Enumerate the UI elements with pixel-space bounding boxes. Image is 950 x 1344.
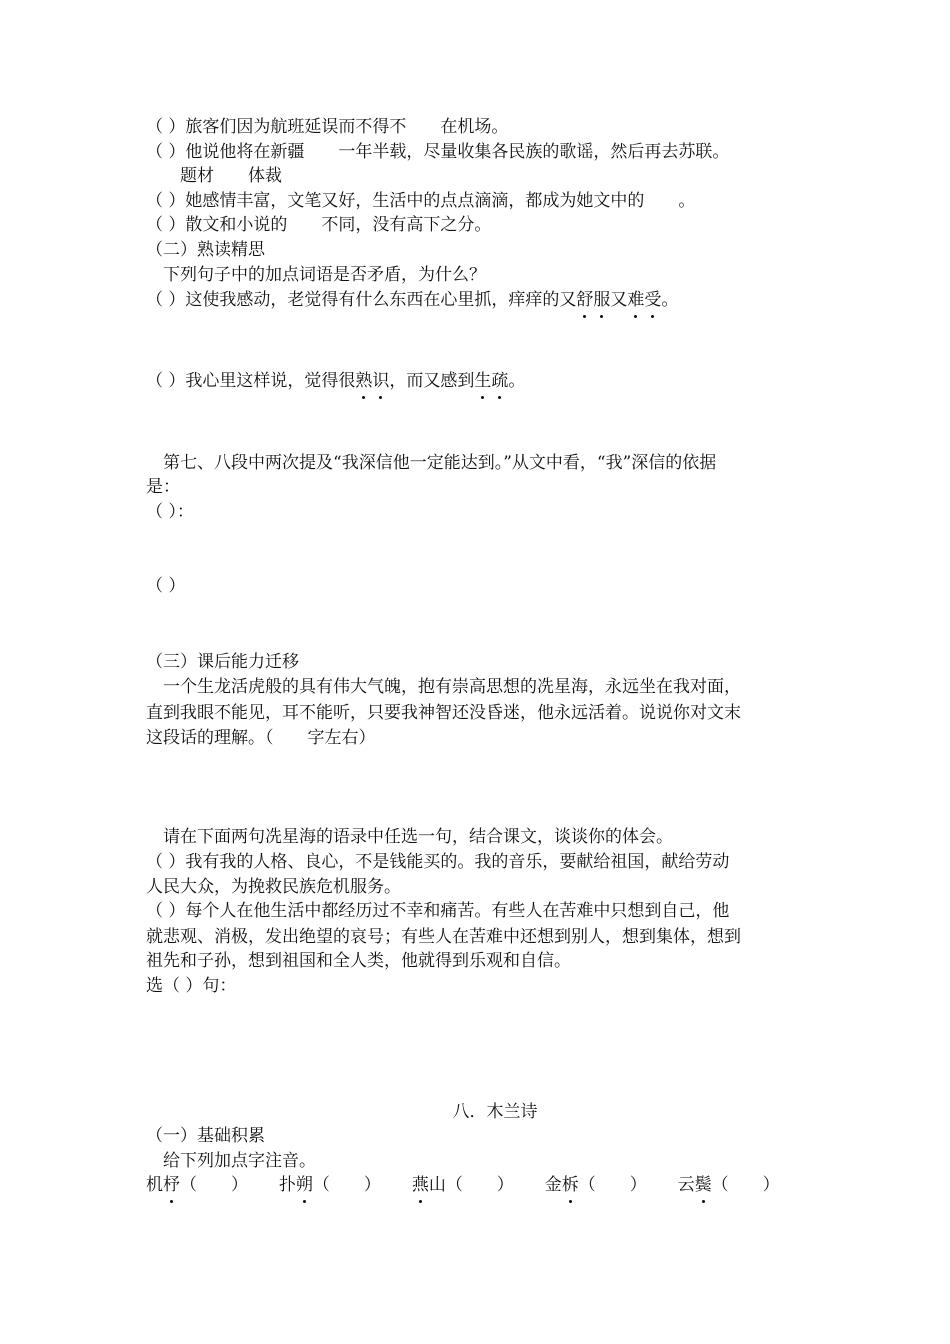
dotted-char: 熟 [355,371,373,391]
text-span: 。 [661,290,679,310]
word-choice-line: 题材 体裁 [146,166,282,186]
section-heading: （三）课后能力迁移 [146,652,299,672]
answer-blank: （ ） [711,1175,780,1195]
question-line [146,289,678,311]
dotted-char: 服 [593,290,611,310]
dotted-char: 生 [474,371,492,391]
dotted-char: 识 [372,371,390,391]
dotted-char: 燕 [411,1175,429,1195]
answer-blank: （ ） [180,1175,274,1195]
pinyin-exercise-line [146,1174,780,1196]
dotted-char: 受 [644,290,662,310]
quote-line: （ ）每个人在他生活中都经历过不幸和痛苦。有些人在苦难中只想到自己，他 [146,901,730,921]
dotted-char: 难 [627,290,645,310]
answer-line: （ ）： [146,502,194,522]
text-span: 又 [610,290,628,310]
answer-line: 选（ ）句： [146,976,237,996]
answer-blank: （ ） [312,1175,407,1195]
question-line: 是： [146,477,180,497]
lesson-title: 八．木兰诗 [452,1102,538,1122]
text-span: 扑 [278,1175,296,1195]
quote-line: 就悲观、消极，发出绝望的哀号；有些人在苦难中还想到别人，想到集体，想到 [146,927,741,947]
section-heading: （一）基础积累 [146,1126,265,1146]
dotted-char: 鬓 [694,1175,712,1195]
question-line: （ ）散文和小说的 不同，没有高下之分。 [146,215,492,235]
section-heading: （二）熟读精思 [146,240,265,260]
question-line [146,370,525,392]
dotted-char: 柝 [561,1175,579,1195]
text-span: 。 [508,371,526,391]
instruction-line: 给下列加点字注音。 [146,1151,316,1171]
dotted-char: 疏 [491,371,509,391]
answer-blank: （ ） [445,1175,540,1195]
question-line: （ ）他说他将在新疆 一年半载，尽量收集各民族的歌谣，然后再去苏联。 [146,142,730,162]
answer-line: （ ） [146,576,186,596]
text-span: 山 [428,1175,446,1195]
text-span: （ ）这使我感动，老觉得有什么东西在心里抓，痒痒的又 [146,290,577,310]
question-line: （ ）她感情丰富，文笔又好，生活中的点点滴滴，都成为她文中的 。 [146,191,696,211]
dotted-char: 舒 [576,290,594,310]
dotted-char: 朔 [295,1175,313,1195]
instruction-line: 下列句子中的加点词语是否矛盾，为什么？ [146,265,486,285]
passage-line: 这段话的理解。（ 字左右） [146,728,376,748]
passage-line: 直到我眼不能见，耳不能听，只要我神智还没昏迷，他永远活着。说说你对文末 [146,703,741,723]
dotted-char: 杼 [163,1175,180,1195]
quote-line: （ ）我有我的人格、良心，不是钱能买的。我的音乐，要献给祖国，献给劳动 [146,852,730,872]
text-span: 云 [677,1175,695,1195]
text-span: （ ）我心里这样说，觉得很 [146,371,356,391]
question-line: 第七、八段中两次提及“我深信他一定能达到。”从文中看，“我”深信的依据 [146,453,717,473]
quote-line: 人民大众，为挽救民族危机服务。 [146,877,401,897]
text-span: ，而又感到 [389,371,475,391]
question-line: （ ）旅客们因为航班延误而不得不 在机场。 [146,117,509,137]
text-span: 机 [146,1175,163,1195]
instruction-line: 请在下面两句冼星海的语录中任选一句，结合课文，谈谈你的体会。 [146,827,673,847]
passage-line: 一个生龙活虎般的具有伟大气魄，抱有崇高思想的冼星海，永远坐在我对面， [146,677,741,697]
quote-line: 祖先和子孙，想到祖国和全人类，他就得到乐观和自信。 [146,951,571,971]
answer-blank: （ ） [578,1175,673,1195]
text-span: 金 [544,1175,562,1195]
